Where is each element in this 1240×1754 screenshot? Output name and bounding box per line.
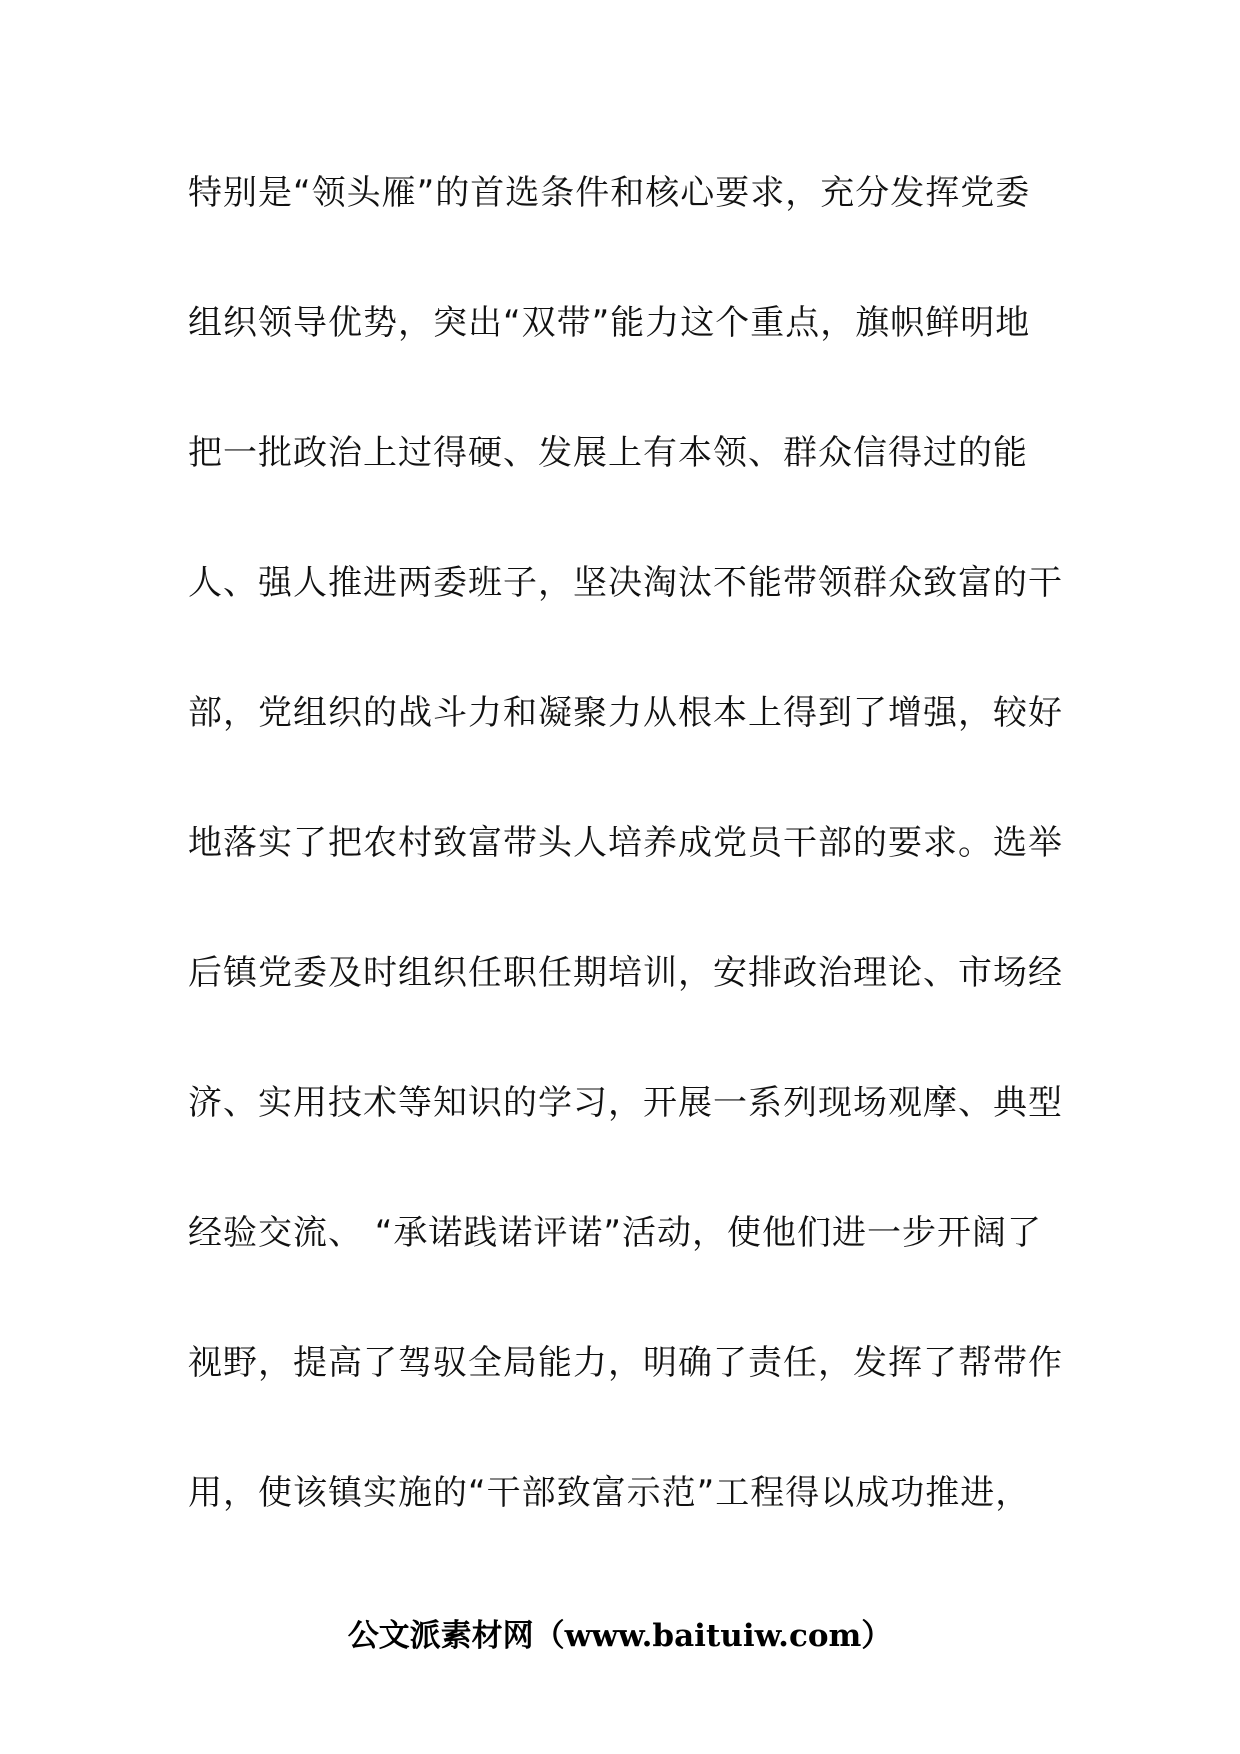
- paragraph-line-4: 人、强人推进两委班子，坚决淘汰不能带领群众致富的干: [188, 563, 1063, 603]
- paragraph-line-2: 组织领导优势，突出“双带”能力这个重点，旗帜鲜明地: [188, 303, 1031, 343]
- paragraph-line-8: 济、实用技术等知识的学习，开展一系列现场观摩、典型: [188, 1083, 1063, 1123]
- paragraph-line-3: 把一批政治上过得硬、发展上有本领、群众信得过的能: [188, 433, 1028, 473]
- paragraph-line-7: 后镇党委及时组织任职任期培训，安排政治理论、市场经: [188, 953, 1063, 993]
- paragraph-line-1: 特别是“领头雁”的首选条件和核心要求，充分发挥党委: [188, 173, 1031, 213]
- paragraph-line-6: 地落实了把农村致富带头人培养成党员干部的要求。选举: [188, 823, 1063, 863]
- paragraph-line-5: 部，党组织的战斗力和凝聚力从根本上得到了增强，较好: [188, 693, 1063, 733]
- paragraph-line-11: 用，使该镇实施的“干部致富示范”工程得以成功推进，: [188, 1473, 1031, 1513]
- document-body: [188, 170, 1068, 1600]
- footer-source: 公文派素材网（www.baituiw.com）: [347, 1618, 893, 1654]
- paragraph-line-9: 经验交流、 “承诺践诺评诺”活动，使他们进一步开阔了: [188, 1213, 1043, 1253]
- paragraph-line-10: 视野，提高了驾驭全局能力，明确了责任，发挥了帮带作: [188, 1343, 1063, 1383]
